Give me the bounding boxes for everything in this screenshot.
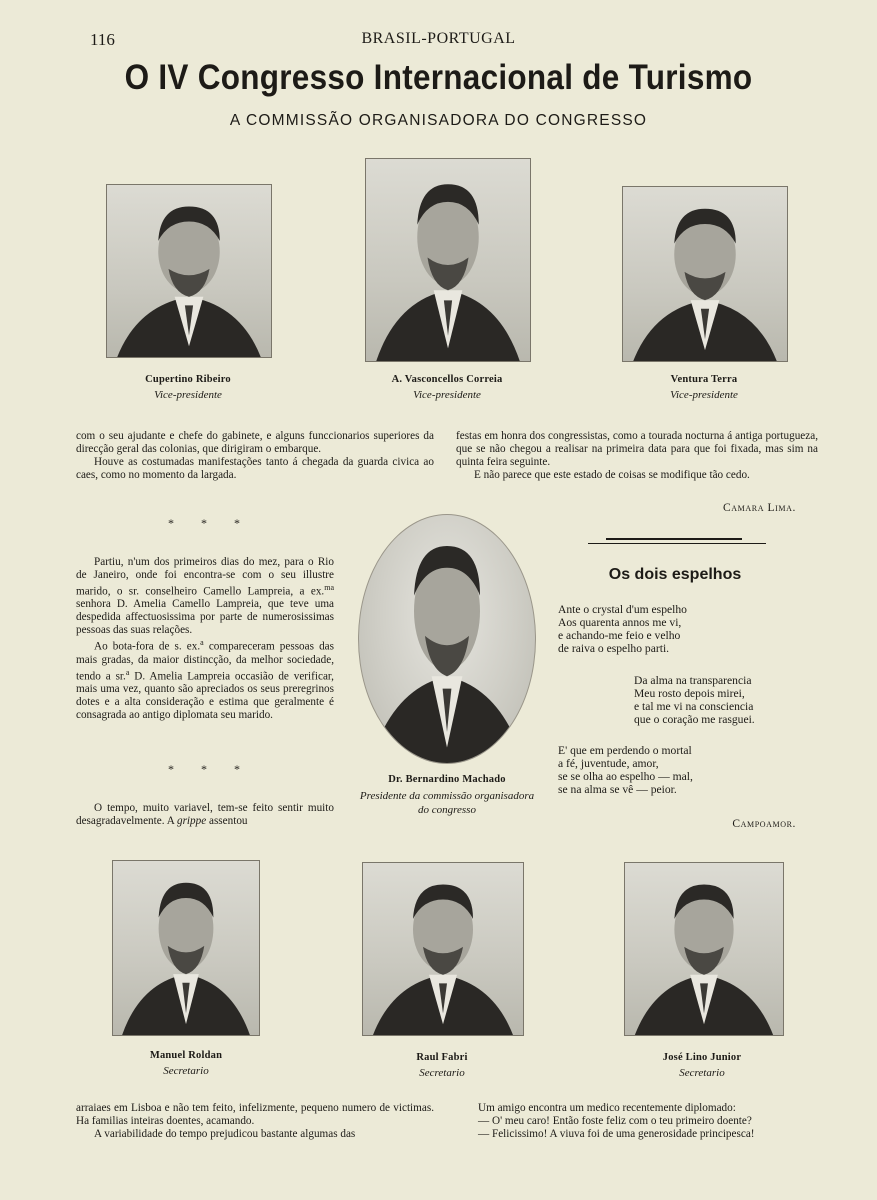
caption-role: Vice-presidente — [154, 389, 222, 401]
section-separator: * * * — [168, 516, 252, 530]
article-column-bottom-left — [76, 1102, 434, 1141]
poem-line: de raiva o espelho parti. — [558, 642, 670, 655]
poem-line: E' que em perdendo o mortal — [558, 744, 692, 757]
superscript: ma — [324, 582, 334, 592]
portrait-manuel-roldan — [112, 860, 260, 1036]
article-column-bottom-right — [478, 1102, 816, 1141]
poem-stanza — [558, 603, 687, 655]
text-run: senhora D. Amelia Camello Lampreia, que teve uma despedida affectuosissima por parte de numerosissimas pessoas das suas relações. — [76, 598, 334, 637]
article-subtitle: A COMMISSÃO ORGANISADORA DO CONGRESSO — [229, 112, 648, 129]
superscript: a — [125, 667, 130, 677]
caption-role: Presidente da commissão organisadora — [359, 790, 535, 802]
caption-name: Manuel Roldan — [149, 1050, 223, 1061]
caption-role: Vice-presidente — [413, 389, 481, 401]
portrait-ventura-terra — [622, 186, 788, 362]
article-column-left-top — [76, 430, 434, 482]
caption-role: Secretario — [419, 1067, 465, 1079]
paragraph — [76, 556, 334, 637]
poem-line: Aos quarenta annos me vi, — [558, 616, 682, 629]
portrait-vasconcellos-correia — [365, 158, 531, 362]
article-title: O IV Congresso Internacional de Turismo — [124, 58, 753, 97]
text-run: O tempo, muito variavel, tem-se feito sentir muito desagradavelmente. A — [76, 802, 334, 827]
paragraph: Houve as costumadas manifestações tanto á chegada da guarda civica ao caes, como no momento da largada. — [76, 455, 434, 481]
text-run: Partiu, n'um dos primeiros dias do mez, para o Rio de Janeiro, onde foi encontra-se com o seu illustre marido, o sr. conselheiro Camello Lampreia, a ex. — [76, 556, 334, 598]
portrait-bernardino-machado — [358, 514, 536, 764]
poem-rule — [606, 538, 742, 540]
paragraph: A variabilidade do tempo prejudicou bastante algumas das — [94, 1127, 356, 1140]
paragraph: Um amigo encontra um medico recentemente diplomado: — [478, 1102, 736, 1114]
article-column-left-bottom — [76, 802, 334, 828]
emphasis: grippe — [176, 814, 207, 827]
text-run: Ao bota-fora de s. ex. — [94, 640, 201, 653]
caption-role: Vice-presidente — [670, 389, 738, 401]
poem-line: e achando-me feio e velho — [558, 629, 681, 642]
caption-role: Secretario — [679, 1067, 725, 1079]
paragraph — [76, 637, 334, 722]
article-column-left-middle — [76, 556, 334, 722]
paragraph: arraiaes em Lisboa e não tem feito, infelizmente, pequeno numero de victimas. Ha familias inteiras doentes, acamando. — [76, 1102, 434, 1127]
superscript: a — [200, 638, 204, 648]
caption-name: Cupertino Ribeiro — [145, 374, 231, 385]
poem-line: se na alma se vê — peior. — [558, 783, 677, 796]
portrait-raul-fabri — [362, 862, 524, 1036]
page-number: 116 — [90, 30, 115, 49]
text-run: D. Amelia Lampreia occasião de verificar, mais uma vez, quanto são apreciados os seus preregrinos dotes e a alta consideração e estima que geralmente é consagrada ao antigo diplomata seu marido. — [76, 670, 334, 722]
poem-stanza — [558, 744, 693, 796]
caption-name: A. Vasconcellos Correia — [391, 374, 503, 385]
signature-campoamor: Campoamor. — [732, 818, 796, 830]
poem-rule — [588, 543, 766, 544]
poem-line: que o coração me rasguei. — [634, 713, 755, 726]
text-run: assentou — [206, 814, 248, 827]
portrait-jose-lino-junior — [624, 862, 784, 1036]
poem-title: Os dois espelhos — [608, 566, 742, 583]
paragraph: festas em honra dos congressistas, como a tourada nocturna á antiga portugueza, que se não chegou a realisar na primeira data para que foi fixada, mas sim na quinta feira seguinte. — [456, 430, 818, 468]
section-separator: * * * — [168, 762, 252, 776]
caption-name: José Lino Junior — [662, 1052, 742, 1063]
article-column-right-top — [456, 430, 818, 482]
caption-role: Secretario — [163, 1065, 209, 1077]
paragraph: — O' meu caro! Então foste feliz com o teu primeiro doente? — [478, 1114, 752, 1127]
poem-line: e tal me vi na consciencia — [634, 700, 754, 713]
poem-line: Ante o crystal d'um espelho — [558, 603, 687, 616]
text-run: compareceram pessoas das mais gradas, da maior distincção, da melhor sociedade, tendo a sr. — [76, 640, 334, 683]
paragraph: E não parece que este estado de coisas se modifique tão cedo. — [474, 468, 750, 481]
caption-role: do congresso — [418, 804, 476, 816]
poem-stanza — [634, 674, 755, 726]
caption-name: Dr. Bernardino Machado — [388, 774, 506, 785]
signature-camara-lima: Camara Lima. — [723, 502, 796, 514]
paragraph — [76, 802, 334, 828]
caption-name: Raul Fabri — [416, 1052, 468, 1063]
portrait-cupertino-ribeiro — [106, 184, 272, 358]
poem-line: se se olha ao espelho — mal, — [558, 770, 693, 783]
poem-line: Da alma na transparencia — [634, 674, 752, 687]
paragraph: com o seu ajudante e chefe do gabinete, e alguns funccionarios superiores da direcção geral das colonias, que dirigiram o embarque. — [76, 430, 434, 455]
running-head: BRASIL-PORTUGAL — [361, 30, 516, 47]
poem-line: Meu rosto depois mirei, — [634, 687, 745, 700]
paragraph: — Felicissimo! A viuva foi de uma generosidade principesca! — [478, 1127, 755, 1140]
caption-name: Ventura Terra — [670, 374, 738, 385]
poem-line: a fé, juventude, amor, — [558, 757, 659, 770]
